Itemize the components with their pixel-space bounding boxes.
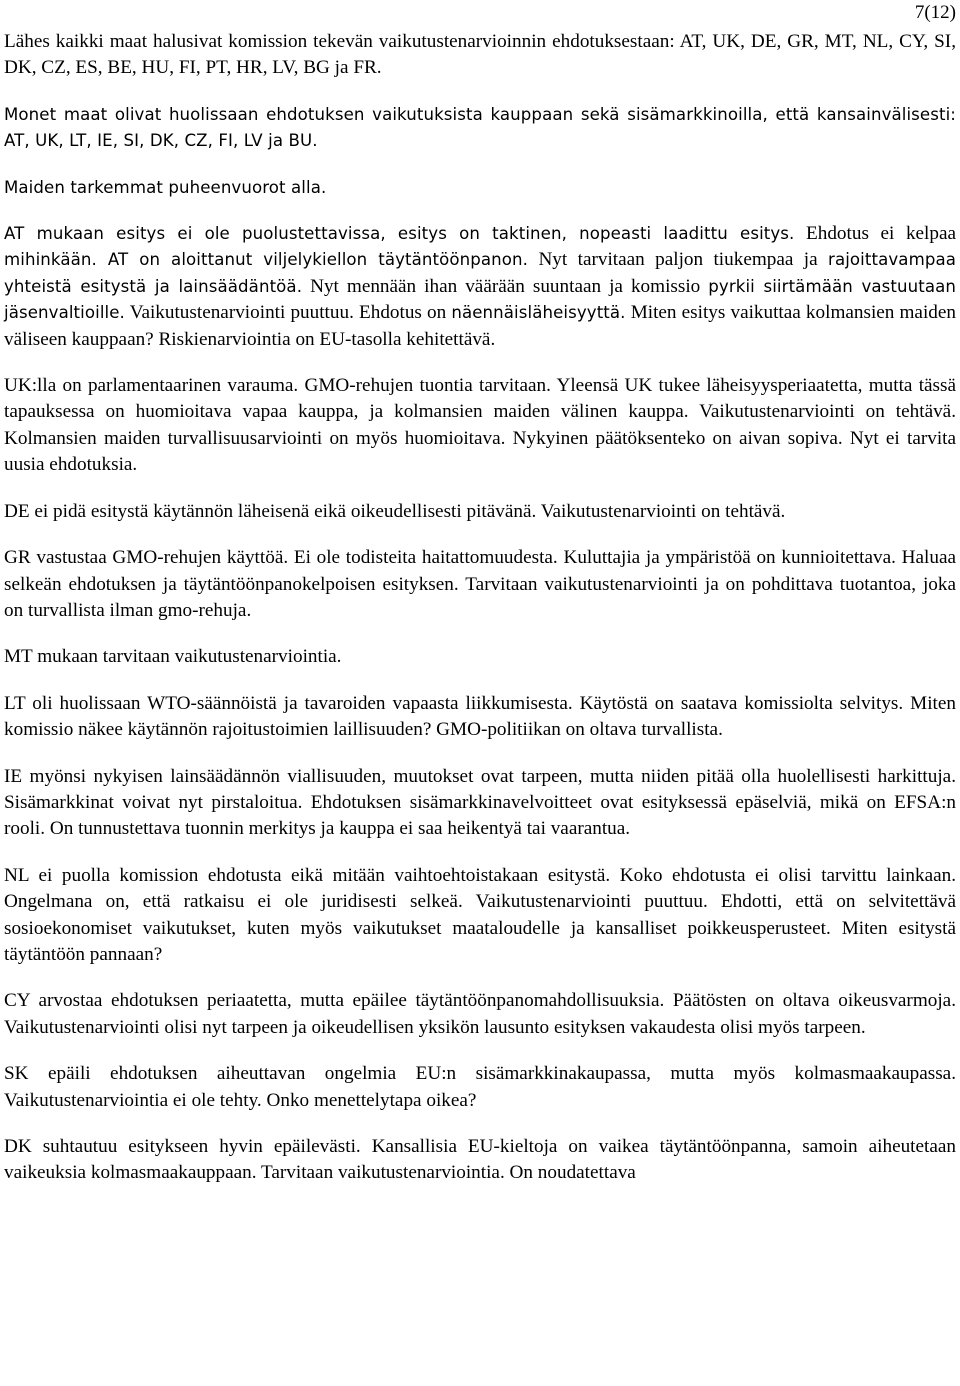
paragraph-text: LT oli huolissaan WTO-säännöistä ja tavaroiden vapaasta liikkumisesta. Käytöstä on saatava komissiolta selvitys. Miten komissio näkee käytännön rajoitustoimien laillisuuden? GMO-politiikan on oltava turvallista.: [4, 692, 956, 741]
paragraph-text-segment: rajoittavampaa yhteistä esitystä ja lainsäädäntöä.: [4, 250, 956, 296]
document-body: [4, 29, 956, 1207]
paragraph-sk-statement: [4, 1061, 956, 1114]
paragraph-text: Lähes kaikki maat halusivat komission tekevän vaikutustenarvioinnin ehdotuksestaan: AT, UK, DE, GR, MT, NL, CY, SI, DK, CZ, ES, BE, HU, FI, PT, HR, LV, BG ja FR.: [4, 31, 956, 79]
paragraph-text: Maiden tarkemmat puheenvuorot alla.: [4, 177, 327, 197]
paragraph-lt-statement: [4, 691, 956, 744]
page-number: 7(12): [914, 2, 956, 23]
paragraph-text-segment: pyrkii siirtämään vastuutaan jäsenvaltioille.: [4, 276, 956, 323]
paragraph-cy-statement: [4, 988, 956, 1041]
paragraph-text: IE myönsi nykyisen lainsäädännön viallisuuden, muutokset ovat tarpeen, mutta niiden pitää olla huolellisesti harkittuja. Sisämarkkinat voivat nyt pirstaloitua. Ehdotuksen sisämarkkinavelvoitteet ovat esityksessä epäselviä, mikä on EFSA:n rooli. On tunnustettava tuonnin merkitys ja kauppa ei saa heikentyä tai vaarantua.: [4, 765, 956, 840]
paragraph-text: UK:lla on parlamentaarinen varauma. GMO-rehujen tuontia tarvitaan. Yleensä UK tukee läheisyysperiaatetta, mutta tässä tapauksessa on huomioitava vapaa kauppa, ja kolmansien maiden välinen kauppa. Vaikutustenarviointi on tehtävä. Kolmansien maiden turvallisuusarviointi on myös huomioitava. Nykyinen päätöksenteko on aivan sopiva. Nyt ei tarvita uusia ehdotuksia.: [4, 375, 956, 476]
paragraph-uk-statement: [4, 373, 956, 479]
paragraph-nl-statement: [4, 863, 956, 969]
paragraph-text: DK suhtautuu esitykseen hyvin epäilevästi. Kansallisia EU-kieltoja on vaikea täytäntöönpanna, samoin aiheutetaan vaikeuksia kolmasmaakauppaan. Tarvitaan vaikutustenarviointia. On noudatettava: [4, 1136, 956, 1184]
paragraph-text: MT mukaan tarvitaan vaikutustenarviointia.: [4, 646, 342, 668]
paragraph-trade-concerns: [4, 102, 956, 155]
paragraph-mt-statement: [4, 644, 956, 670]
paragraph-text-segment: Nyt mennään ihan väärään suuntaan ja komissio: [302, 275, 709, 297]
paragraph-text: SK epäili ehdotuksen aiheuttavan ongelmia EU:n sisämarkkinakaupassa, mutta myös kolmasmaakaupassa. Vaikutustenarviointia ei ole tehty. Onko menettelytapa oikea?: [4, 1063, 956, 1111]
paragraph-gr-statement: [4, 545, 956, 624]
paragraph-text-segment: mihinkään. AT on aloittanut viljelykiellon täytäntöönpanon.: [4, 250, 529, 270]
paragraph-text-segment: näennäisläheisyyttä.: [451, 303, 626, 323]
paragraph-impact-assessment-request: [4, 29, 956, 82]
paragraph-text-segment: Ehdotus ei kelpaa: [794, 223, 957, 245]
paragraph-text-segment: Miten esitys vaikuttaa kolmansien maiden väliseen kauppaan? Riskienarviointia on EU-tasolla kehitettävä.: [4, 302, 956, 350]
paragraph-de-statement: [4, 499, 956, 525]
paragraph-text: GR vastustaa GMO-rehujen käyttöä. Ei ole todisteita haitattomuudesta. Kuluttajia ja ympäristöä on kunnioitettava. Haluaa selkeän ehdotuksen ja täytäntöönpanokelpoisen esityksen. Tarvitaan vaikutustenarviointi ja on pohdittava tuotantoa, joka on turvallista ilman gmo-rehuja.: [4, 547, 956, 621]
paragraph-text-segment: Vaikutustenarviointi puuttuu. Ehdotus on: [124, 302, 452, 324]
paragraph-dk-statement: [4, 1134, 956, 1187]
paragraph-text: CY arvostaa ehdotuksen periaatetta, mutta epäilee täytäntöönpanomahdollisuuksia. Päätösten on oltava oikeusvarmoja. Vaikutustenarviointi olisi nyt tarpeen ja oikeudellisen yksikön lausunto esityksen vakaudesta olisi myös tarpeen.: [4, 990, 956, 1038]
paragraph-text: DE ei pidä esitystä käytännön läheisenä eikä oikeudellisesti pitävänä. Vaikutustenarviointi on tehtävä.: [4, 500, 786, 522]
paragraph-text-segment: Nyt tarvitaan paljon tiukempaa ja: [528, 249, 829, 271]
paragraph-text: NL ei puolla komission ehdotusta eikä mitään vaihtoehtoistakaan esitystä. Koko ehdotusta ei olisi tarvittu lainkaan. Ongelmana on, että ratkaisu ei ole juridisesti selkeä. Vaikutustenarviointi puuttuu. Ehdotti, että on selvitettävä sosioekonomiset vaikutukset, kuten myös vaikutukset maataloudelle ja kansalliset poikkeusperusteet. Miten esitystä täytäntöön pannaan?: [4, 864, 956, 965]
paragraph-at-statement: [4, 221, 956, 353]
paragraph-detailed-statements-intro: [4, 175, 956, 201]
paragraph-text-segment: AT mukaan esitys ei ole puolustettavissa, esitys on taktinen, nopeasti laadittu esitys.: [4, 224, 795, 244]
paragraph-ie-statement: [4, 764, 956, 843]
paragraph-text: Monet maat olivat huolissaan ehdotuksen vaikutuksista kauppaan sekä sisämarkkinoilla, että kansainvälisesti: AT, UK, LT, IE, SI, DK, CZ, FI, LV ja BU.: [4, 104, 956, 151]
